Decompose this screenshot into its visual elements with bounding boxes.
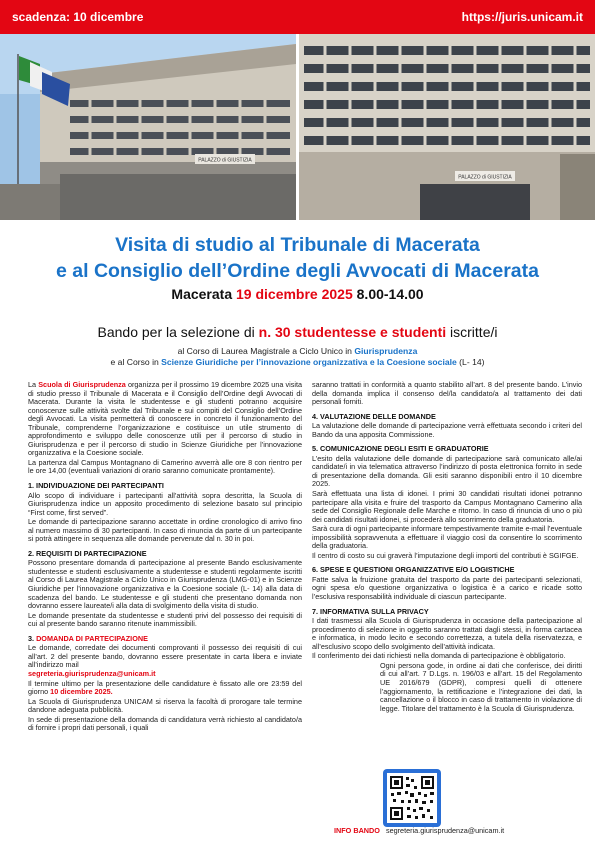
section-3-p3: La Scuola di Giurisprudenza UNICAM si riserva la facoltà di prorogare tale termine dandone adeguata pubblicità. bbox=[28, 696, 302, 715]
section-1-title: 1. INDIVIDUAZIONE DEI PARTECIPANTI bbox=[28, 481, 164, 491]
page-title bbox=[0, 232, 595, 284]
section-6-title: 6. SPESE E QUESTIONI ORGANIZZATIVE E/O LOGISTICHE bbox=[312, 565, 515, 575]
bando-count: n. 30 studentesse e studenti bbox=[258, 324, 447, 340]
section-3-title bbox=[28, 635, 302, 644]
qr-code-graphic bbox=[383, 769, 441, 827]
title-line-2: e al Consiglio dell’Ordine degli Avvocati di Macerata bbox=[56, 260, 539, 282]
info-email-link[interactable]: segreteria.giurisprudenza@unicam.it bbox=[385, 826, 505, 835]
section-4-title: 4. VALUTAZIONE DELLE DOMANDE bbox=[312, 411, 436, 421]
course-line-1 bbox=[0, 346, 595, 356]
departure-paragraph: La partenza dal Campus Montagnano di Camerino avverrà alle ore 8 con rientro per le ore 14,00 (eventuali variazioni di orario saranno comunicate prontamente). bbox=[28, 457, 302, 476]
courthouse-photos bbox=[0, 34, 595, 220]
section-1-p2: Le domande di partecipazione saranno accettate in ordine cronologico di arrivo fino al numero massimo di 30 partecipanti. In caso di rinuncia da parte di un partecipante si potrà attingere in sequenza alle domande pervenute dal n. 30 in poi. bbox=[28, 517, 302, 544]
website-link[interactable]: https://juris.unicam.it bbox=[461, 10, 583, 24]
event-date: 19 dicembre 2025 bbox=[236, 286, 353, 302]
bando-prefix: Bando per la selezione di bbox=[97, 324, 255, 340]
course2-suffix: (L- 14) bbox=[459, 357, 485, 367]
section-7-p2: Il conferimento dei dati richiesti nella domanda di partecipazione è obbligatorio. bbox=[312, 651, 566, 661]
info-label: INFO BANDO bbox=[334, 826, 380, 835]
section-5-p4: Il centro di costo su cui graverà l’imputazione degli importi del contributi è SGIFGE. bbox=[312, 550, 579, 560]
section-2-p2: Le domande presentate da studentesse e studenti privi del possesso dei requisiti di cui al presente bando saranno ritenute inammissibili. bbox=[28, 610, 302, 629]
deadline-date: 10 dicembre 2025. bbox=[50, 687, 113, 697]
section-5-p2: Sarà effettuata una lista di idonei. I primi 30 candidati risultati idonei potranno partecipare alla visita e fruire del trasporto da Campus Montagnano Camerino alla sede del Consiglio Regionale delle Marche e ritorno. In caso di rinuncia di uno o più dei candidati risultati idonei, si procederà allo scorrimento della graduatoria. bbox=[312, 489, 582, 524]
section-1-p1: Allo scopo di individuare i partecipanti all’attività sopra descritta, la Scuola di Giurisprudenza indice un apposito procedimento di selezione basato sul principio “First come, first served”. bbox=[28, 490, 302, 517]
left-photo-sign: PALAZZO di GIUSTIZIA bbox=[198, 157, 252, 164]
section-5-title: 5. COMUNICAZIONE DEGLI ESITI E GRADUATORIE bbox=[312, 444, 489, 454]
left-column bbox=[28, 381, 302, 734]
section-2-title: 2. REQUISITI DI PARTECIPAZIONE bbox=[28, 548, 147, 558]
section-7-p3: Ogni persona gode, in ordine ai dati che conferisce, dei diritti di cui all’art. 7 D.Lgs. n. 196/03 e all’art. 15 del Regolamento UE 2016/679 (GDPR), compresi quelli di ottenere l’aggiornamento, la rettificazione e l’integrazione dei dati, la cancellazione o il blocco in caso di trattamento in violazione di legge. Titolare del trattamento è la Scuola di Giurisprudenza. bbox=[380, 660, 582, 713]
section-6-p1: Fatte salva la fruizione gratuita del trasporto da parte dei partecipanti selezionati, ogni spesa e/o questione organizzativa o logistica è a carico e ricade sotto l’esclusiva responsabilità individuale di ciascun partecipante. bbox=[312, 574, 582, 602]
section-3-p1 bbox=[28, 644, 302, 678]
course2-prefix: e al Corso in bbox=[110, 357, 159, 367]
intro-school: Scuola di Giurisprudenza bbox=[38, 380, 126, 389]
top-banner bbox=[0, 0, 595, 34]
application-email-link[interactable]: segreteria.giurisprudenza@unicam.it bbox=[28, 668, 156, 678]
section-3-num: 3. bbox=[28, 633, 35, 643]
title-line-1: Visita di studio al Tribunale di Macerata bbox=[115, 234, 480, 256]
section-7-title: 7. INFORMATIVA SULLA PRIVACY bbox=[312, 606, 429, 616]
section-3-p1-text: Le domande, corredate dei documenti comprovanti il possesso dei requisiti di cui all’art. 2 del presente bando, dovranno essere presentate in carta libera e inviate all’indirizzo mail bbox=[28, 643, 302, 670]
section-7-p1: I dati trasmessi alla Scuola di Giurisprudenza in occasione della partecipazione al procedimento di selezione in oggetto saranno trattati dagli stessi, in forma cartacea e informatica, in modo lecito e secondo correttezza, a tutela della riservatezza, e all’esclusivo scopo dello svolgimento dell’attività indicata. bbox=[312, 616, 582, 651]
event-city: Macerata bbox=[171, 286, 233, 302]
section-3-p2 bbox=[28, 680, 302, 697]
event-datetime bbox=[0, 286, 595, 302]
deadline-label: scadenza: 10 dicembre bbox=[12, 10, 144, 24]
intro-pre: La bbox=[28, 380, 37, 389]
intro-paragraph bbox=[28, 381, 302, 458]
section-5-p3: Sarà cura di ogni partecipante informare tempestivamente tramite e-mail l’eventuale impossibilità sopravvenuta a effettuare il viaggio così da consentire lo scorrimento della graduatoria. bbox=[312, 524, 582, 551]
section-4-p1: La valutazione delle domande di partecipazione verrà effettuata secondo i criteri del Bando da una apposita Commissione. bbox=[312, 421, 582, 439]
course2-name: Scienze Giuridiche per l’innovazione organizzativa e la Coesione sociale bbox=[161, 357, 457, 367]
bando-heading bbox=[0, 324, 595, 340]
section-5-p1: L’esito della valutazione delle domande di partecipazione sarà comunicato alle/ai candidate/i in via telematica attraverso l’indirizzo di posta elettronica fornito in sede di presentazione della domanda. Gli esiti saranno disponibili entro il 10 dicembre 2025. bbox=[312, 453, 582, 489]
section-3-label: DOMANDA DI PARTECIPAZIONE bbox=[36, 633, 148, 643]
right-photo-sign: PALAZZO di GIUSTIZIA bbox=[458, 174, 512, 181]
section-3-continuation: saranno trattati in conformità a quanto stabilito all’art. 8 del presente bando. L’invio della domanda implica il consenso del/la candidato/a al trattamento dei dati personali forniti. bbox=[312, 380, 582, 407]
right-column bbox=[312, 381, 582, 714]
section-3-p4: In sede di presentazione della domanda di candidatura verrà richiesto al candidato/a di fornire i propri dati personali, i quali bbox=[28, 714, 302, 733]
section-2-p1: Possono presentare domanda di partecipazione al presente Bando esclusivamente studentesse e studenti esclusivamente a studentesse e studenti regolarmente iscritti al Corso di Laurea Magistrale a Ciclo Unico in Giurisprudenza (LMG-01) e in Scienze Giuridiche per l’innovazione organizzativa e la Coesione sociale (L- 14) alla data di scadenza del bando. Le studentesse e gli studenti che presentano domanda non dovranno essere laureate/i alla data di svolgimento della visita di studio. bbox=[28, 558, 302, 611]
event-time: 8.00-14.00 bbox=[356, 286, 424, 302]
bando-suffix: iscritte/i bbox=[450, 324, 498, 340]
course1-prefix: al Corso di Laurea Magistrale a Ciclo Unico in bbox=[177, 346, 352, 356]
qr-code-icon[interactable] bbox=[383, 769, 441, 827]
info-footer bbox=[334, 826, 504, 835]
intro-text: organizza per il prossimo 19 dicembre 2025 una visita di studio presso il Tribunale di Macerata e il Consiglio dell’Ordine degli Avvocati di Macerata. Durante la visita le studentesse e gli studenti potranno acquisire conoscenze sulle attività svolte dal Tribunale e sui compiti del Consiglio dell’Ordine degli Avvocati. La visita permetterà di conoscere in concreto il funzionamento del Tribunale, comprenderne l’organizzazione e costituisce un utile strumento di approfondimento e sviluppo delle conoscenze utili per il percorso di studio in Giurisprudenza e per il percorso di studio in Scienze Giuridiche per l’innovazione organizzativa e la Coesione sociale. bbox=[28, 380, 303, 458]
courthouse-photos-image bbox=[0, 34, 595, 220]
course-line-2 bbox=[0, 357, 595, 367]
course1-name: Giurisprudenza bbox=[354, 346, 418, 356]
deadline-text: Il termine ultimo per la presentazione delle candidature è fissato alle ore 23:59 del giorno bbox=[28, 678, 302, 697]
